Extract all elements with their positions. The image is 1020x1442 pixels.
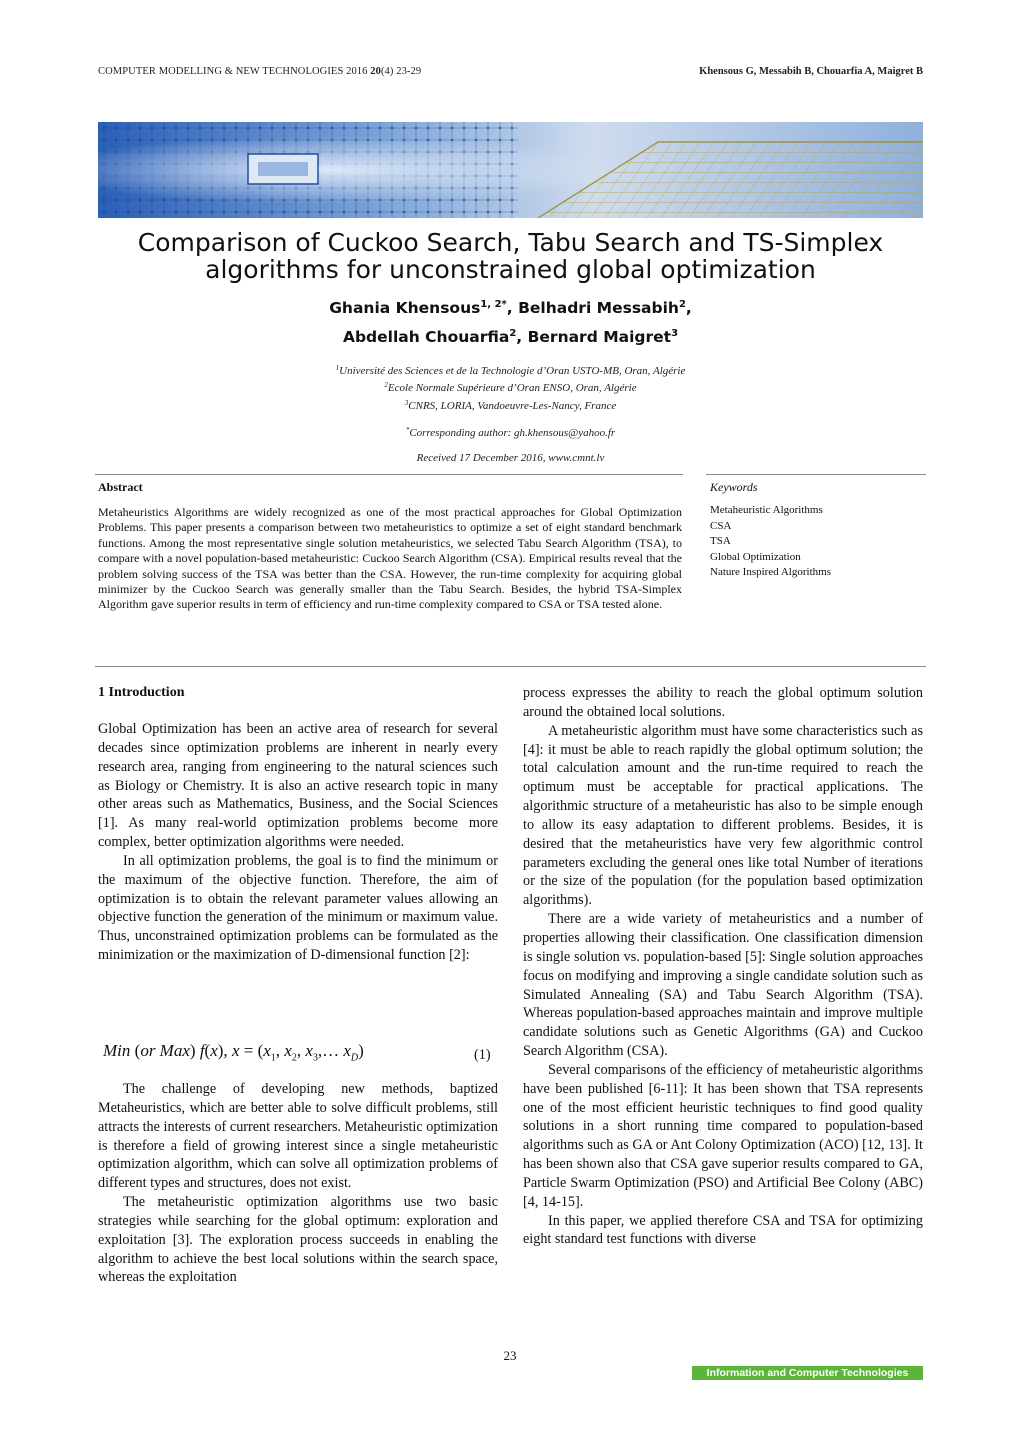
- affiliation-1: $^1$Université des Sciences et de la Technologie d’Oran USTO-MB, Oran, Algérie: [335, 364, 686, 377]
- paragraph: The challenge of developing new methods, baptized Metaheuristics, which are better able to solve difficult problems, still attracts the interests of current researchers. Metaheuristic optimization is therefore a field of growing interest since a single metaheuristic optimization algorithm, which can solve all optimization problems of different types and structures, does not exist.: [98, 1081, 498, 1192]
- paragraph: A metaheuristic algorithm must have some characteristics such as [4]: it must be able to reach rapidly the global optimum solution; the total calculation amount and the run-time required to reach the optimum must be acceptable for practical applications. The algorithmic structure of a metaheuristic has also to be simple enough to allow its easy adaptation to different problems. Besides, it is desired that the metaheuristics have very few algorithmic control parameters excluding the general ones like total Number of iterations or the size of the population (for the population based optimization algorithms).: [523, 722, 923, 909]
- left-column-top: [98, 720, 498, 965]
- keyword-item: TSA: [710, 535, 731, 547]
- abstract-text: Metaheuristics Algorithms are widely recognized as one of the most practical approaches for Global Optimization Problems. This paper presents a comparison between two metaheuristics to optimize a set of eight standard benchmark functions. Among the most representative single solution metaheuristics, we selected Tabu Search Algorithm (TSA), to compare with a novel population-based metaheuristic: Cuckoo Search Algorithm (CSA). Empirical results reveal that the problem solving success of the TSA was better than the CSA. However, the run-time complexity for acquiring global minimizer by the Cuckoo Search was generally smaller than the Tabu Search. Besides, the hybrid TSA-Simplex Algorithm gave superior results in term of efficiency and run-time complexity compared to CSA or TSA tested alone.: [98, 505, 682, 612]
- author-2: Belhadri Messabih: [518, 299, 679, 317]
- author-list: Ghania Khensous$^{1, 2*}$, Belhadri Messabih$^2$, Abdellah Chouarfia$^2$, Bernard Maigret$^3$: [329, 299, 692, 346]
- circuit-board-illustration: [98, 122, 923, 218]
- title-line-2: algorithms for unconstrained global optimization: [205, 255, 816, 284]
- keyword-item: CSA: [710, 519, 732, 532]
- paragraph: Several comparisons of the efficiency of metaheuristic algorithms have been published [6-11]: It has been shown that TSA represents one of the most efficient heuristic techniques to find good quality solutions in a short running time compared to population-based algorithms such as GA or Ant Colony Optimization (ACO) [12, 13]. It has been shown also that CSA gave superior results compared to GA, Particle Swarm Optimization (PSO) and Artificial Bee Colony (ABC) [4, 14-15].: [523, 1061, 923, 1210]
- divider: [706, 474, 926, 475]
- running-header-authors: Khensous G, Messabih B, Chouarfia A, Maigret B: [699, 66, 923, 77]
- right-column: [523, 684, 923, 1249]
- abstract-heading: Abstract: [98, 480, 143, 494]
- keyword-item: Metaheuristic Algorithms: [710, 504, 823, 516]
- divider: [95, 474, 683, 475]
- affiliation-3: $^3$CNRS, LORIA, Vandoeuvre-Les-Nancy, France: [404, 399, 617, 412]
- paragraph: process expresses the ability to reach the global optimum solution around the obtained local solutions.: [523, 685, 923, 720]
- section-heading: 1 Introduction: [98, 685, 185, 700]
- affiliation-2: $^2$Ecole Normale Supérieure d’Oran ENSO, Oran, Algérie: [384, 381, 637, 394]
- paragraph: In all optimization problems, the goal is to find the minimum or the maximum of the objective function. Therefore, the aim of optimization is to obtain the relevant parameter values allowing an objective function the generation of the minimum or maximum value. Thus, unconstrained optimization problems can be formulated as the minimization or the maximization of D-dimensional function [2]:: [98, 852, 498, 964]
- received-date: Received 17 December 2016, www.cmnt.lv: [416, 452, 605, 464]
- keyword-item: Nature Inspired Algorithms: [710, 566, 831, 578]
- journal-banner-image: [98, 122, 923, 218]
- running-header-journal: COMPUTER MODELLING & NEW TECHNOLOGIES 2016 20(4) 23-29: [98, 66, 422, 77]
- corresponding-author: *Corresponding author: gh.khensous@yahoo.fr: [405, 426, 616, 439]
- keywords-list: [710, 503, 831, 581]
- paragraph: There are a wide variety of metaheuristics and a number of properties allowing their classification. One classification dimension is single solution vs. population-based [5]: Single solution approaches focus on modifying and improving a single candidate solution such as Simulated Annealing (SA) and Tabu Search Algorithm (TSA). Whereas population-based approaches maintain and improve multiple candidate solutions such as Genetic Algorithms (GA) and Cuckoo Search Algorithm (CSA).: [523, 911, 923, 1060]
- author-4: Bernard Maigret: [527, 328, 672, 346]
- title-line-1: Comparison of Cuckoo Search, Tabu Search and TS-Simplex: [137, 228, 884, 257]
- paragraph: In this paper, we applied therefore CSA and TSA for optimizing eight standard test functions with diverse: [523, 1212, 923, 1248]
- equation-1: Min (or Max) f(x), $x = (x_1$, $x_2$, $x_3,\dots$ $x_D$): [103, 1041, 364, 1064]
- paper-title: [98, 229, 923, 283]
- equation-number: (1): [474, 1047, 491, 1063]
- paragraph: The metaheuristic optimization algorithms use two basic strategies while searching for the global optimum: exploration and exploitation [3]. The exploration process succeeds in enabling the algorithm to achieve the best local solutions within the search space, whereas the exploitation: [98, 1194, 498, 1286]
- divider: [95, 666, 926, 667]
- section-tag: Information and Computer Technologies: [692, 1366, 923, 1380]
- keywords-heading: Keywords: [710, 480, 758, 494]
- author-3: Abdellah Chouarfia: [342, 328, 510, 346]
- left-column-bottom: [98, 1080, 498, 1287]
- keyword-item: Global Optimization: [710, 550, 801, 563]
- page-number: 23: [503, 1348, 517, 1363]
- paragraph: Global Optimization has been an active area of research for several decades since optimization problems are inherent in nearly every research area, ranging from engineering to the natural sciences such as Biology or Chemistry. It is also an active research topic in many other areas such as Mathematics, Business, and the Social Sciences [1]. As many real-world optimization problems become more complex, better optimization algorithms were needed.: [98, 721, 498, 851]
- author-1: Ghania Khensous: [329, 299, 481, 317]
